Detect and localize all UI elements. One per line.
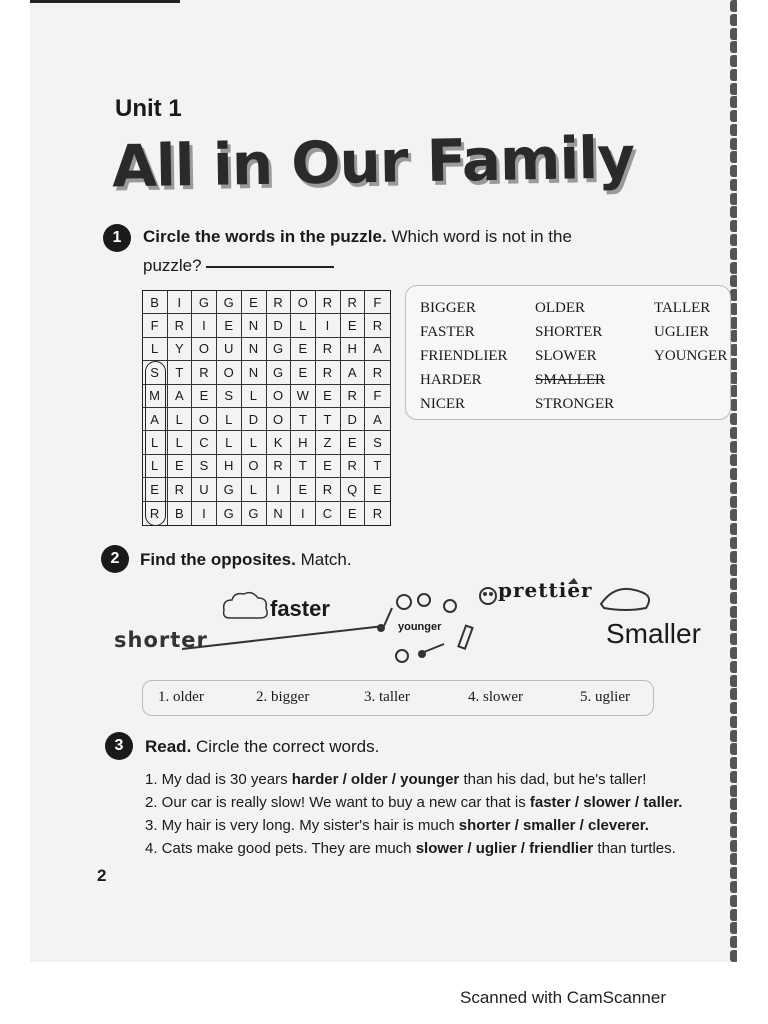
grid-cell[interactable]: H xyxy=(217,455,242,478)
spiral-coil xyxy=(730,441,737,453)
grid-cell[interactable]: E xyxy=(143,478,168,501)
grid-cell[interactable]: S xyxy=(192,455,217,478)
grid-cell[interactable]: R xyxy=(341,291,366,314)
grid-cell[interactable]: L xyxy=(242,385,267,408)
spiral-coil xyxy=(730,564,737,576)
spiral-coil xyxy=(730,592,737,604)
spiral-coil xyxy=(730,96,737,108)
spiral-coil xyxy=(730,289,737,301)
grid-cell[interactable]: F xyxy=(365,291,390,314)
grid-cell[interactable]: C xyxy=(192,431,217,454)
grid-cell[interactable]: L xyxy=(291,314,316,337)
grid-cell[interactable]: I xyxy=(192,502,217,525)
spiral-coil xyxy=(730,936,737,948)
grid-cell[interactable]: E xyxy=(316,455,341,478)
choice-group[interactable]: shorter / smaller / cleverer. xyxy=(458,817,649,834)
grid-cell[interactable]: F xyxy=(143,314,168,337)
spiral-coil xyxy=(730,950,737,962)
sentence-text: 1. My dad is 30 years xyxy=(145,771,292,788)
grid-cell[interactable]: T xyxy=(291,455,316,478)
spiral-coil xyxy=(730,303,737,315)
word-list-item: SHORTER xyxy=(535,324,603,340)
grid-cell[interactable]: R xyxy=(365,314,390,337)
grid-cell[interactable]: N xyxy=(242,361,267,384)
grid-cell[interactable]: D xyxy=(267,314,292,337)
spiral-coil xyxy=(730,496,737,508)
grid-cell[interactable]: A xyxy=(341,361,366,384)
spiral-coil xyxy=(730,344,737,356)
grid-cell[interactable]: E xyxy=(217,314,242,337)
spiral-coil xyxy=(730,661,737,673)
grid-cell[interactable]: L xyxy=(143,338,168,361)
exercise-3-instruction xyxy=(145,732,379,761)
grid-cell[interactable]: R xyxy=(365,361,390,384)
sentence-text: than his dad, but he's taller! xyxy=(459,771,647,788)
grid-cell[interactable]: O xyxy=(217,361,242,384)
sentence-text: 3. My hair is very long. My sister's hair is much xyxy=(145,817,459,834)
spiral-binding xyxy=(727,0,741,962)
spiral-coil xyxy=(730,385,737,397)
word-list-item: YOUNGER xyxy=(654,348,728,364)
spiral-coil xyxy=(730,840,737,852)
word-list-item: SMALLER xyxy=(535,372,606,388)
spiral-coil xyxy=(730,881,737,893)
scanner-watermark: Scanned with CamScanner xyxy=(460,988,667,1007)
sentence-text: 2. Our car is really slow! We want to buy a new car that is xyxy=(145,794,530,811)
grid-cell[interactable]: M xyxy=(143,385,168,408)
choice-group[interactable]: slower / uglier / friendlier xyxy=(415,840,594,857)
grid-cell[interactable]: E xyxy=(291,338,316,361)
grid-cell[interactable]: W xyxy=(291,385,316,408)
grid-cell[interactable]: E xyxy=(365,478,390,501)
word-list-item: FRIENDLIER xyxy=(420,348,508,364)
exercise-1-bold: Circle the words in the puzzle. xyxy=(143,227,387,246)
opposite-item-4[interactable]: 4. slower xyxy=(468,689,523,705)
grid-cell[interactable]: R xyxy=(341,385,366,408)
grid-cell[interactable]: G xyxy=(192,291,217,314)
spiral-coil xyxy=(730,262,737,274)
grid-cell[interactable]: L xyxy=(217,408,242,431)
grid-cell[interactable]: R xyxy=(372,505,383,521)
grid-cell[interactable]: R xyxy=(341,455,366,478)
unit-label: Unit 1 xyxy=(115,95,182,122)
spiral-coil xyxy=(730,537,737,549)
word-younger: younger xyxy=(398,621,442,633)
spiral-coil xyxy=(730,743,737,755)
spiral-coil xyxy=(730,358,737,370)
spiral-coil xyxy=(730,523,737,535)
spiral-coil xyxy=(730,454,737,466)
spiral-coil xyxy=(730,812,737,824)
sentence-4 xyxy=(145,837,682,860)
spiral-coil xyxy=(730,895,737,907)
grid-cell[interactable]: F xyxy=(365,385,390,408)
grid-cell[interactable]: G xyxy=(267,361,292,384)
opposite-item-2[interactable]: 2. bigger xyxy=(256,689,310,705)
spiral-coil xyxy=(730,41,737,53)
grid-cell[interactable]: E xyxy=(168,455,193,478)
spiral-coil xyxy=(730,647,737,659)
grid-cell[interactable]: R xyxy=(316,478,341,501)
grid-cell[interactable]: B xyxy=(143,291,168,314)
grid-cell[interactable]: L xyxy=(168,431,193,454)
grid-cell[interactable]: K xyxy=(267,431,292,454)
grid-cell[interactable]: S xyxy=(217,385,242,408)
grid-cell[interactable]: R xyxy=(316,361,341,384)
grid-cell[interactable]: I xyxy=(168,291,193,314)
spiral-coil xyxy=(730,427,737,439)
grid-cell[interactable]: E xyxy=(341,314,366,337)
word-list-item: SLOWER xyxy=(535,348,597,364)
spiral-coil xyxy=(730,83,737,95)
spiral-coil xyxy=(730,28,737,40)
spiral-coil xyxy=(730,317,737,329)
spiral-coil xyxy=(730,619,737,631)
cloud-icon xyxy=(220,588,270,628)
spiral-coil xyxy=(730,922,737,934)
grid-cell[interactable]: G xyxy=(217,502,242,525)
choice-group[interactable]: harder / older / younger xyxy=(291,771,460,788)
spiral-coil xyxy=(730,785,737,797)
exercise-3-number: 3 xyxy=(105,732,133,760)
spiral-coil xyxy=(730,248,737,260)
grid-cell[interactable]: E xyxy=(242,291,267,314)
spiral-coil xyxy=(730,220,737,232)
spiral-coil xyxy=(730,110,737,122)
sentence-1 xyxy=(145,768,682,791)
grid-cell[interactable]: I xyxy=(291,502,316,525)
word-list-item: FASTER xyxy=(420,324,475,340)
spiral-coil xyxy=(730,193,737,205)
word-prettier: prettier xyxy=(498,578,593,602)
grid-cell[interactable]: T xyxy=(291,408,316,431)
word-list-item: BIGGER xyxy=(420,300,476,316)
spiral-coil xyxy=(730,551,737,563)
sentence-2 xyxy=(145,791,682,814)
spiral-coil xyxy=(730,633,737,645)
grid-cell[interactable]: E xyxy=(291,478,316,501)
spiral-coil xyxy=(730,853,737,865)
grid-cell[interactable]: L xyxy=(168,408,193,431)
spiral-coil xyxy=(730,151,737,163)
circled-word-smaller xyxy=(145,361,166,526)
word-list-item: HARDER xyxy=(420,372,482,388)
spiral-coil xyxy=(730,399,737,411)
sentence-3 xyxy=(145,814,682,837)
spiral-coil xyxy=(730,578,737,590)
grid-cell[interactable]: L xyxy=(143,431,168,454)
word-list-column-2 xyxy=(535,296,614,416)
spiral-coil xyxy=(730,826,737,838)
grid-cell[interactable]: C xyxy=(316,502,341,525)
grid-cell[interactable]: O xyxy=(192,408,217,431)
spiral-coil xyxy=(730,509,737,521)
spiral-coil xyxy=(730,206,737,218)
grid-cell[interactable]: G xyxy=(217,478,242,501)
grid-cell[interactable]: U xyxy=(217,338,242,361)
grid-cell[interactable]: R xyxy=(267,455,292,478)
grid-cell[interactable]: S xyxy=(365,431,390,454)
grid-cell[interactable]: S xyxy=(143,361,168,384)
spiral-coil xyxy=(730,179,737,191)
grid-cell[interactable]: G xyxy=(242,502,267,525)
exercise-2-text: Match. xyxy=(300,550,352,569)
grid-cell[interactable]: A xyxy=(143,408,168,431)
exercise-1-instruction xyxy=(143,222,623,280)
spiral-coil xyxy=(730,14,737,26)
spiral-coil xyxy=(730,606,737,618)
grid-cell[interactable]: I xyxy=(316,314,341,337)
grid-cell[interactable]: A xyxy=(168,385,193,408)
grid-cell[interactable]: L xyxy=(217,431,242,454)
sentence-text: than turtles. xyxy=(593,840,676,857)
spiral-coil xyxy=(730,771,737,783)
opposite-item-3[interactable]: 3. taller xyxy=(364,689,410,705)
grid-cell[interactable]: I xyxy=(267,478,292,501)
grid-cell[interactable]: E xyxy=(341,431,366,454)
grid-cell[interactable]: D xyxy=(242,408,267,431)
word-search-grid[interactable] xyxy=(142,290,391,526)
grid-cell[interactable]: R xyxy=(168,478,193,501)
grid-cell[interactable]: H xyxy=(341,338,366,361)
grid-cell[interactable]: G xyxy=(217,291,242,314)
grid-cell[interactable]: A xyxy=(365,338,390,361)
spiral-coil xyxy=(730,867,737,879)
spiral-coil xyxy=(730,757,737,769)
grid-cell[interactable]: E xyxy=(192,385,217,408)
grid-cell[interactable]: Q xyxy=(341,478,366,501)
exercise-2-bold: Find the opposites. xyxy=(140,550,296,569)
grid-cell[interactable]: N xyxy=(242,338,267,361)
word-list-item: OLDER xyxy=(535,300,585,316)
spiral-coil xyxy=(730,0,737,12)
opposite-item-5[interactable]: 5. uglier xyxy=(580,689,630,705)
opposites-list-box xyxy=(142,680,654,716)
word-smaller: Smaller xyxy=(606,618,701,649)
grid-cell[interactable]: D xyxy=(341,408,366,431)
word-list-item: UGLIER xyxy=(654,324,709,340)
grid-cell[interactable]: A xyxy=(365,408,390,431)
page-number: 2 xyxy=(97,866,107,885)
grid-cell[interactable]: L xyxy=(143,455,168,478)
grid-cell[interactable]: R xyxy=(143,502,168,525)
grid-cell[interactable]: R xyxy=(267,291,292,314)
exercise-3-sentences xyxy=(145,768,682,860)
spiral-coil xyxy=(730,798,737,810)
spiral-coil xyxy=(730,69,737,81)
grid-cell[interactable]: T xyxy=(316,408,341,431)
exercise-1-number: 1 xyxy=(103,224,131,252)
grid-cell[interactable]: Y xyxy=(168,338,193,361)
spiral-coil xyxy=(730,55,737,67)
grid-cell[interactable]: T xyxy=(168,361,193,384)
grid-cell[interactable]: E xyxy=(316,385,341,408)
grid-cell[interactable]: G xyxy=(267,338,292,361)
spiral-coil xyxy=(730,675,737,687)
spiral-coil xyxy=(730,330,737,342)
spiral-coil xyxy=(730,124,737,136)
exercise-1-text2: puzzle? xyxy=(143,256,202,275)
sentence-text: 4. Cats make good pets. They are much xyxy=(145,840,416,857)
spiral-coil xyxy=(730,716,737,728)
grid-cell[interactable]: U xyxy=(192,478,217,501)
grid-cell[interactable]: E xyxy=(291,361,316,384)
grid-cell[interactable]: R xyxy=(192,361,217,384)
spiral-coil xyxy=(730,688,737,700)
word-list-item: STRONGER xyxy=(535,396,615,412)
word-faster: faster xyxy=(270,596,330,621)
word-shorter: shorter xyxy=(114,628,208,652)
spiral-coil xyxy=(730,482,737,494)
spiral-coil xyxy=(730,275,737,287)
word-list-box xyxy=(405,285,731,420)
grid-cell[interactable]: R xyxy=(316,338,341,361)
word-list-column-1 xyxy=(420,296,508,416)
grid-cell[interactable]: E xyxy=(341,502,366,525)
grid-cell[interactable]: R xyxy=(168,314,193,337)
exercise-1-text: Which word is not in the xyxy=(391,227,572,246)
opposite-item-1[interactable]: 1. older xyxy=(158,689,204,705)
grid-cell[interactable]: O xyxy=(291,291,316,314)
grid-cell[interactable]: O xyxy=(192,338,217,361)
spiral-coil xyxy=(730,909,737,921)
grid-cell[interactable]: B xyxy=(168,502,193,525)
exercise-2-instruction xyxy=(140,545,352,574)
grid-cell[interactable]: T xyxy=(365,455,390,478)
grid-cell[interactable]: Z xyxy=(316,431,341,454)
grid-cell[interactable]: H xyxy=(291,431,316,454)
grid-cell[interactable]: O xyxy=(267,385,292,408)
spiral-coil xyxy=(730,702,737,714)
spiral-coil xyxy=(730,165,737,177)
page-title: All in Our Family xyxy=(111,123,635,201)
exercise-3-bold: Read. xyxy=(145,737,192,756)
word-list-item: NICER xyxy=(420,396,465,412)
spiral-coil xyxy=(730,730,737,742)
spiral-coil xyxy=(730,468,737,480)
grid-cell[interactable]: O xyxy=(242,455,267,478)
grid-cell[interactable]: R xyxy=(316,291,341,314)
spiral-coil xyxy=(730,413,737,425)
grid-cell[interactable]: N xyxy=(242,314,267,337)
exercise-2-number: 2 xyxy=(101,545,129,573)
choice-group[interactable]: faster / slower / taller. xyxy=(529,794,683,811)
spiral-coil xyxy=(730,234,737,246)
grid-cell[interactable]: O xyxy=(267,408,292,431)
exercise-3-text: Circle the correct words. xyxy=(196,737,380,756)
spiral-coil xyxy=(730,138,737,150)
spiral-coil xyxy=(730,372,737,384)
answer-blank[interactable] xyxy=(206,266,334,268)
grid-cell[interactable]: N xyxy=(267,502,292,525)
word-list-column-3 xyxy=(654,296,727,368)
scan-edge xyxy=(30,0,180,3)
grid-cell[interactable]: I xyxy=(192,314,217,337)
grid-cell[interactable]: L xyxy=(242,478,267,501)
word-list-item: TALLER xyxy=(654,300,711,316)
grid-cell[interactable]: L xyxy=(242,431,267,454)
